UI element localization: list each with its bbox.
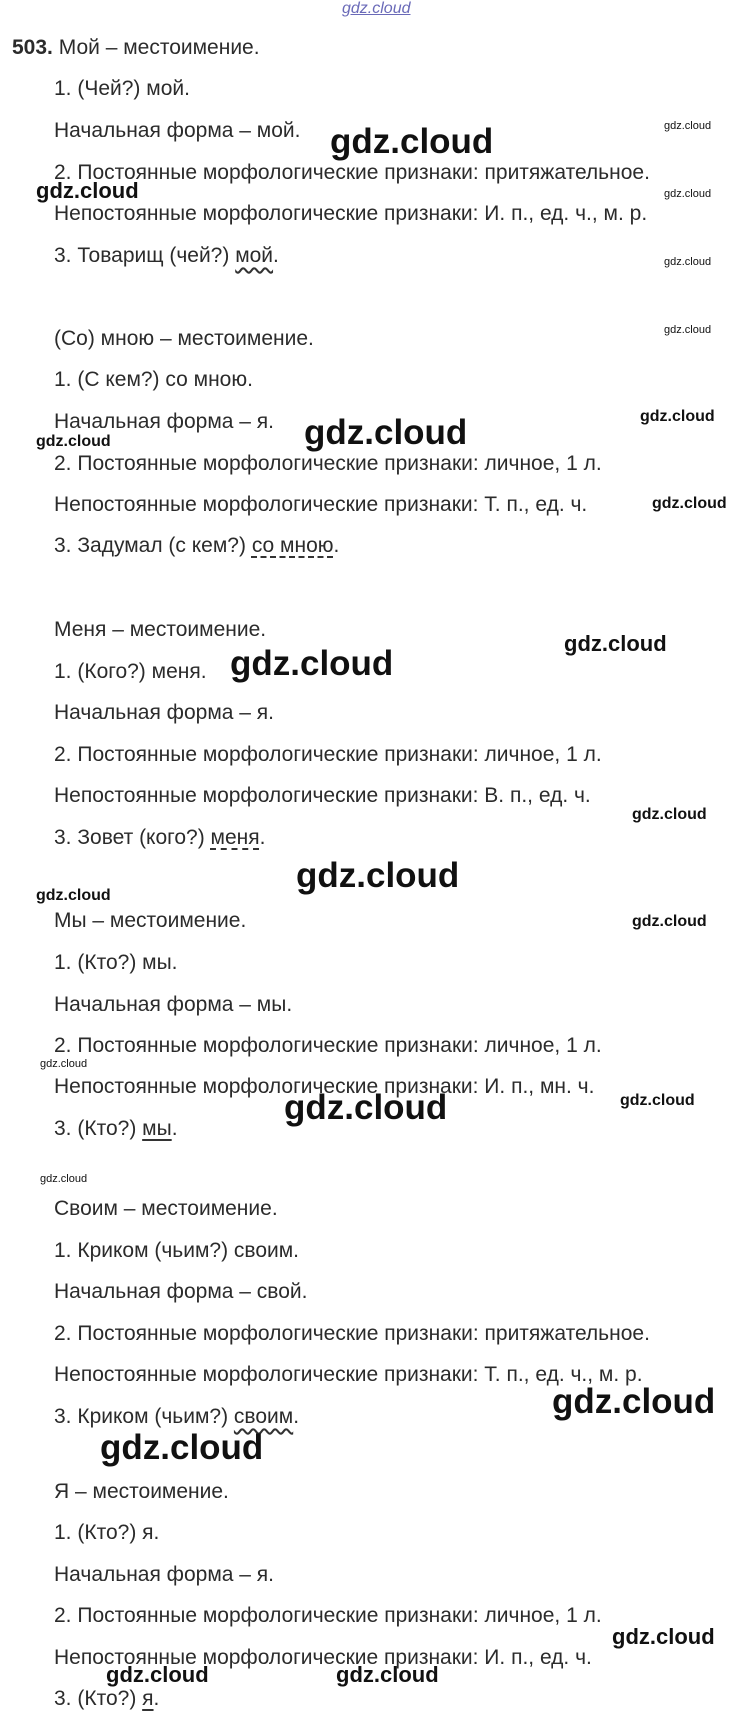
block-5-line-4: Непостоянные морфологические признаки: Т. п., ед. ч., м. р. xyxy=(54,1363,643,1386)
block-5-line-1: 1. Криком (чьим?) своим. xyxy=(54,1239,300,1262)
watermark: gdz.cloud xyxy=(564,631,667,656)
block-1-line-2: Начальная форма – мой. xyxy=(54,119,301,142)
block-5-line-2: Начальная форма – свой. xyxy=(54,1280,308,1303)
watermark: gdz.cloud xyxy=(330,122,494,161)
watermark: gdz.cloud xyxy=(100,1428,264,1467)
block-3-line-4: Непостоянные морфологические признаки: В. п., ед. ч. xyxy=(54,784,591,807)
example-word: со мною xyxy=(251,534,334,557)
block-2-heading: (Со) мною – местоимение. xyxy=(54,327,314,350)
watermark: gdz.cloud xyxy=(620,1092,695,1109)
watermark: gdz.cloud xyxy=(36,887,111,904)
block-1-line-1: 1. (Чей?) мой. xyxy=(54,77,190,100)
watermark: gdz.cloud xyxy=(284,1088,448,1127)
block-4-line-1: 1. (Кто?) мы. xyxy=(54,951,178,974)
example-word: мы xyxy=(142,1117,172,1140)
block-3-line-5: 3. Зовет (кого?) меня. xyxy=(54,826,266,849)
block-5-line-3: 2. Постоянные морфологические признаки: притяжательное. xyxy=(54,1322,650,1345)
watermark: gdz.cloud xyxy=(40,1173,88,1185)
block-2-line-1: 1. (С кем?) со мною. xyxy=(54,368,253,391)
block-1-line-4: Непостоянные морфологические признаки: И. п., ед. ч., м. р. xyxy=(54,202,648,225)
block-1-line-3: 2. Постоянные морфологические признаки: притяжательное. xyxy=(54,161,650,184)
watermark: gdz.cloud xyxy=(632,806,707,823)
block-4-line-3: 2. Постоянные морфологические признаки: личное, 1 л. xyxy=(54,1034,602,1057)
block-6-line-2: Начальная форма – я. xyxy=(54,1563,274,1586)
block-4-line-5: 3. (Кто?) мы. xyxy=(54,1117,178,1140)
watermark: gdz.cloud xyxy=(664,188,712,200)
watermark: gdz.cloud xyxy=(336,1662,439,1687)
example-word: меня xyxy=(210,826,260,849)
watermark: gdz.cloud xyxy=(664,120,712,132)
block-1-heading: Мой – местоимение. xyxy=(58,36,260,59)
watermark: gdz.cloud xyxy=(40,1058,88,1070)
watermark: gdz.cloud xyxy=(652,495,727,512)
block-6-line-5: 3. (Кто?) я. xyxy=(54,1687,160,1710)
block-3-heading: Меня – местоимение. xyxy=(54,618,267,641)
block-4-line-2: Начальная форма – мы. xyxy=(54,993,293,1016)
watermark: gdz.cloud xyxy=(632,913,707,930)
block-6-line-4: Непостоянные морфологические признаки: И. п., ед. ч. xyxy=(54,1646,592,1669)
example-word: я xyxy=(142,1687,154,1710)
example-word: мой xyxy=(235,244,274,267)
block-3-line-1: 1. (Кого?) меня. xyxy=(54,660,207,683)
watermark: gdz.cloud xyxy=(106,1662,209,1687)
watermark: gdz.cloud xyxy=(612,1624,715,1649)
block-5-heading: Своим – местоимение. xyxy=(54,1197,278,1220)
watermark: gdz.cloud xyxy=(552,1382,716,1421)
block-6-heading: Я – местоимение. xyxy=(54,1480,229,1503)
block-1-line-5: 3. Товарищ (чей?) мой. xyxy=(54,244,279,267)
block-4-heading: Мы – местоимение. xyxy=(54,909,247,932)
watermark: gdz.cloud xyxy=(304,413,468,452)
block-2-line-5: 3. Задумал (с кем?) со мною. xyxy=(54,534,340,557)
task-number: 503. xyxy=(12,36,53,59)
block-6-line-3: 2. Постоянные морфологические признаки: личное, 1 л. xyxy=(54,1604,602,1627)
watermark: gdz.cloud xyxy=(664,256,712,268)
block-2-line-4: Непостоянные морфологические признаки: Т. п., ед. ч. xyxy=(54,493,588,516)
example-word: своим xyxy=(233,1405,294,1428)
watermark: gdz.cloud xyxy=(640,408,715,425)
watermark: gdz.cloud xyxy=(296,856,460,895)
block-4-line-4: Непостоянные морфологические признаки: И. п., мн. ч. xyxy=(54,1075,595,1098)
watermark: gdz.cloud xyxy=(664,324,712,336)
block-5-line-5: 3. Криком (чьим?) своим. xyxy=(54,1405,300,1428)
block-2-line-2: Начальная форма – я. xyxy=(54,410,274,433)
block-2-line-3: 2. Постоянные морфологические признаки: личное, 1 л. xyxy=(54,452,602,475)
block-3-line-2: Начальная форма – я. xyxy=(54,701,274,724)
site-watermark-top: gdz.cloud xyxy=(342,0,411,17)
block-6-line-1: 1. (Кто?) я. xyxy=(54,1521,160,1544)
watermark: gdz.cloud xyxy=(36,178,139,203)
task-title xyxy=(12,35,260,61)
watermark: gdz.cloud xyxy=(36,433,111,450)
block-3-line-3: 2. Постоянные морфологические признаки: личное, 1 л. xyxy=(54,743,602,766)
watermark: gdz.cloud xyxy=(230,644,394,683)
